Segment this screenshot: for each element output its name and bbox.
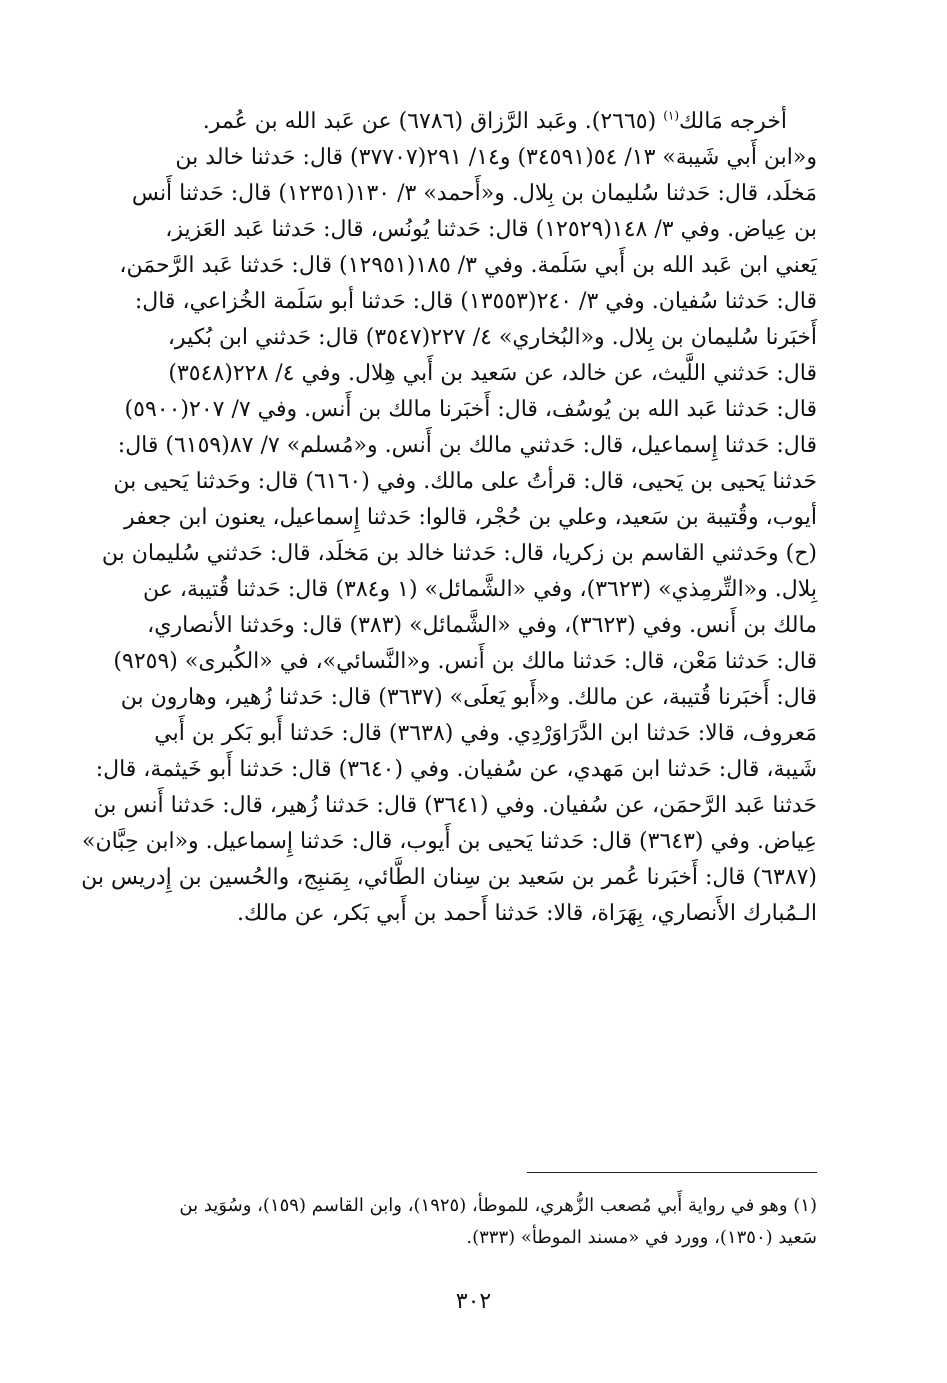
main-line: قال: حَدثنا إِسماعيل، قال: حَدثني مالك بن أَنس. و«مُسلم» ٧/ ٨٧(٦١٥٩) قال: xyxy=(117,433,817,458)
main-line: مَعروف، قالا: حَدثنا ابن الدَّرَاوَرْدِي. وفي (٣٦٣٨) قال: حَدثنا أَبو بَكر بن أَبي xyxy=(154,721,817,746)
main-line: قال: حَدثنا مَعْن، قال: حَدثنا مالك بن أَنس. و«النَّسائي»، في «الكُبرى» (٩٢٥٩) xyxy=(113,649,817,674)
main-line: و«ابن أَبي شَيبة» ١٣/ ٥٤(٣٤٥٩١) و١٤/ ٢٩١(٣٧٧٠٧) قال: حَدثنا خالد بن xyxy=(175,145,817,170)
main-line: حَدثنا يَحيى بن يَحيى، قال: قرأتُ على مالك. وفي (٦١٦٠) قال: وحَدثنا يَحيى بن xyxy=(113,469,817,494)
main-line-1 xyxy=(117,104,817,140)
main-line: شَيبة، قال: حَدثنا ابن مَهدي، عن سُفيان. وفي (٣٦٤٠) قال: حَدثنا أَبو خَيثمة، قال: xyxy=(95,757,817,782)
main-line: (٦٣٨٧) قال: أَخبَرنا عُمر بن سَعيد بن سِنان الطَّائي، بِمَنبِج، والحُسين بن إِدريس بن xyxy=(81,865,817,890)
main-line: يَعني ابن عَبد الله بن أَبي سَلَمة. وفي ٣/ ١٨٥(١٢٩٥١) قال: حَدثنا عَبد الرَّحمَن، xyxy=(119,253,817,278)
main-line: مَخلَد، قال: حَدثنا سُليمان بن بِلال. و«أَحمد» ٣/ ١٣٠(١٢٣٥١) قال: حَدثنا أَنس xyxy=(131,181,817,206)
main-line: حَدثنا عَبد الرَّحمَن، عن سُفيان. وفي (٣٦٤١) قال: حَدثنا زُهير، قال: حَدثنا أَنس بن xyxy=(93,793,817,818)
main-line: قال: حَدثنا سُفيان. وفي ٣/ ٢٤٠(١٣٥٥٣) قال: حَدثنا أبو سَلَمة الخُزاعي، قال: xyxy=(134,289,817,314)
main-line: أَخبَرنا سُليمان بن بِلال. و«البُخاري» ٤/ ٢٢٧(٣٥٤٧) قال: حَدثني ابن بُكير، xyxy=(167,325,817,350)
main-line: مالك بن أَنس. وفي (٣٦٢٣)، وفي «الشَّمائل» (٣٨٣) قال: وحَدثنا الأنصاري، xyxy=(147,613,817,638)
footnote-line: (١) وهو في رواية أَبي مُصعب الزُّهري، للموطأ، (١٩٢٥)، وابن القاسم (١٥٩)، وسُوَيد بن xyxy=(179,1195,817,1216)
footnote-divider xyxy=(527,1172,817,1173)
main-text-block xyxy=(81,104,817,932)
line1-end-text: (٢٦٦٥). وعَبد الرَّزاق (٦٧٨٦) عن عَبد الله بن عُمر. xyxy=(202,109,664,134)
main-line: أيوب، وقُتيبة بن سَعيد، وعلي بن حُجْر، قالوا: حَدثنا إِسماعيل، يعنون ابن جعفر xyxy=(124,505,817,530)
page-number: ٣٠٢ xyxy=(455,1289,492,1314)
line1-start-text: أخرجه مَالك xyxy=(679,109,787,134)
main-line: قال: حَدثني اللَّيث، عن خالد، عن سَعيد بن أَبي هِلال. وفي ٤/ ٢٢٨(٣٥٤٨) xyxy=(168,361,817,386)
footnote-reference[interactable]: (١) xyxy=(663,108,680,123)
footnote-line: سَعيد (١٣٥٠)، وورد في «مسند الموطأ» (٣٣٣). xyxy=(466,1227,817,1248)
main-line: قال: أَخبَرنا قُتيبة، عن مالك. و«أَبو يَعلَى» (٣٦٣٧) قال: حَدثنا زُهير، وهارون بن xyxy=(120,685,817,710)
main-line: بِلال. و«التِّرمِذي» (٣٦٢٣)، وفي «الشَّمائل» (١ و٣٨٤) قال: حَدثنا قُتيبة، عن xyxy=(143,577,817,602)
main-line: قال: حَدثنا عَبد الله بن يُوسُف، قال: أَخبَرنا مالك بن أَنس. وفي ٧/ ٢٠٧(٥٩٠٠) xyxy=(124,397,817,422)
main-line: الـمُبارك الأَنصاري، بِهَرَاة، قالا: حَدثنا أَحمد بن أَبي بَكر، عن مالك. xyxy=(237,901,817,926)
main-line: (ح) وحَدثني القاسم بن زكريا، قال: حَدثنا خالد بن مَخلَد، قال: حَدثني سُليمان بن xyxy=(101,541,817,566)
footnotes-block xyxy=(117,1190,817,1254)
main-line: عِياض. وفي (٣٦٤٣) قال: حَدثنا يَحيى بن أَيوب، قال: حَدثنا إِسماعيل. و«ابن حِبَّان» xyxy=(82,829,817,854)
main-line: بن عِياض. وفي ٣/ ١٤٨(١٢٥٢٩) قال: حَدثنا يُونُس، قال: حَدثنا عَبد العَزيز، xyxy=(165,217,817,242)
